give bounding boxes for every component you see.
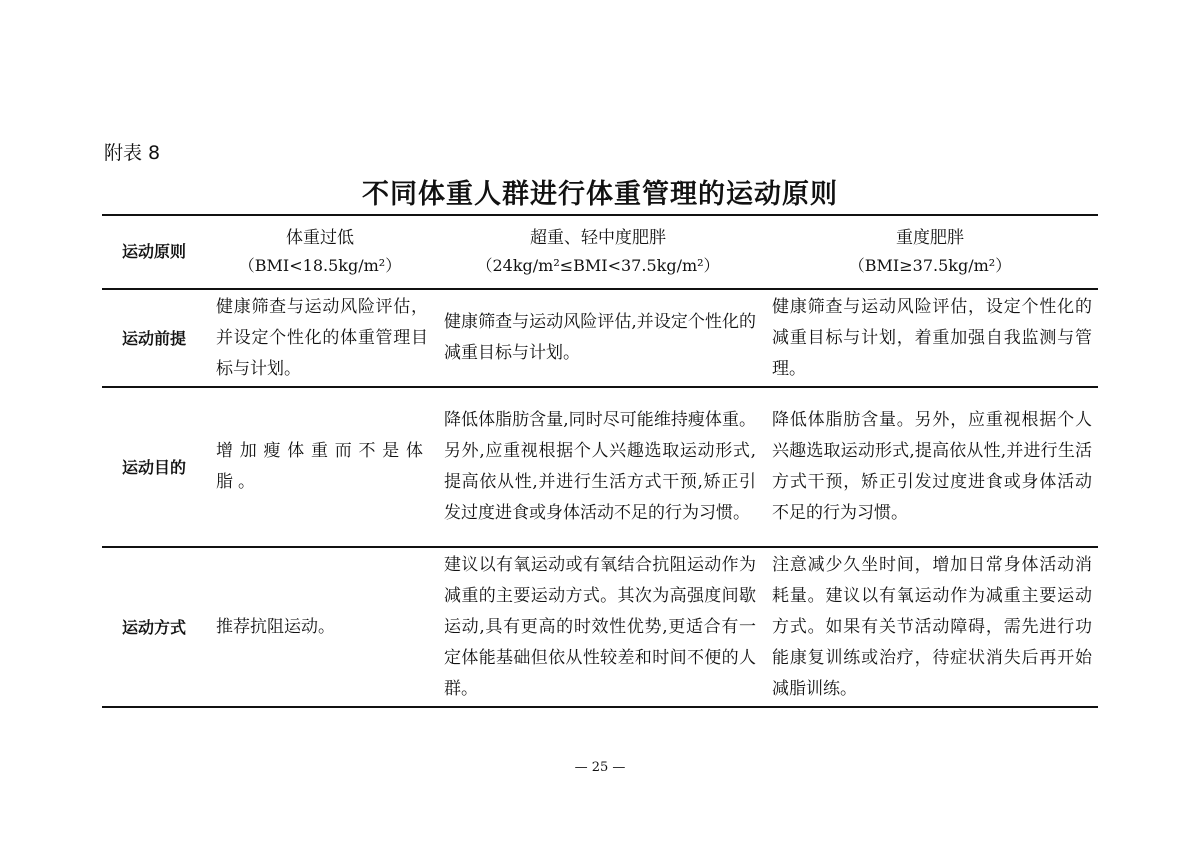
table-row — [102, 547, 1098, 707]
table-cell: 推荐抗阻运动。 — [206, 547, 434, 707]
table-row — [102, 289, 1098, 387]
column-header-underweight — [206, 215, 434, 289]
table-cell: 增加瘦体重而不是体脂。 — [206, 387, 434, 547]
table-cell: 建议以有氧运动或有氧结合抗阻运动作为减重的主要运动方式。其次为高强度间歇运动,具有更高的时效性优势,更适合有一定体能基础但依从性较差和时间不便的人群。 — [434, 547, 762, 707]
table-cell: 降低体脂肪含量,同时尽可能维持瘦体重。另外,应重视根据个人兴趣选取运动形式,提高依从性,并进行生活方式干预,矫正引发过度进食或身体活动不足的行为习惯。 — [434, 387, 762, 547]
appendix-label: 附表 8 — [104, 142, 161, 164]
table-cell: 健康筛查与运动风险评估，设定个性化的减重目标与计划，着重加强自我监测与管理。 — [772, 296, 1092, 379]
page-number: — 25 — — [574, 760, 626, 775]
column-name: 超重、轻中度肥胖 — [530, 228, 666, 248]
column-name: 重度肥胖 — [896, 228, 964, 248]
exercise-principles-table — [102, 214, 1098, 708]
column-bmi-range: （24kg/m²≤BMI<37.5kg/m²） — [476, 256, 720, 275]
table-cell: 降低体脂肪含量。另外，应重视根据个人兴趣选取运动形式,提高依从性,并进行生活方式干预，矫正引发过度进食或身体活动不足的行为习惯。 — [762, 387, 1098, 547]
table-title: 不同体重人群进行体重管理的运动原则 — [362, 179, 838, 210]
column-name: 体重过低 — [286, 228, 354, 248]
table-cell: 注意减少久坐时间，增加日常身体活动消耗量。建议以有氧运动作为减重主要运动方式。如果有关节活动障碍，需先进行功能康复训练或治疗，待症状消失后再开始减脂训练。 — [762, 547, 1098, 707]
column-header-overweight — [434, 215, 762, 289]
row-header: 运动方式 — [102, 547, 206, 707]
column-bmi-range: （BMI≥37.5kg/m²） — [848, 256, 1012, 275]
table-row — [102, 387, 1098, 547]
corner-header: 运动原则 — [102, 215, 206, 289]
column-header-severe-obesity — [762, 215, 1098, 289]
column-bmi-range: （BMI<18.5kg/m²） — [238, 256, 402, 275]
row-header: 运动目的 — [102, 387, 206, 547]
table-cell: 健康筛查与运动风险评估，并设定个性化的体重管理目标与计划。 — [216, 296, 428, 379]
row-header: 运动前提 — [121, 328, 186, 348]
table-cell: 健康筛查与运动风险评估,并设定个性化的减重目标与计划。 — [444, 312, 756, 363]
table-header-row — [102, 215, 1098, 289]
